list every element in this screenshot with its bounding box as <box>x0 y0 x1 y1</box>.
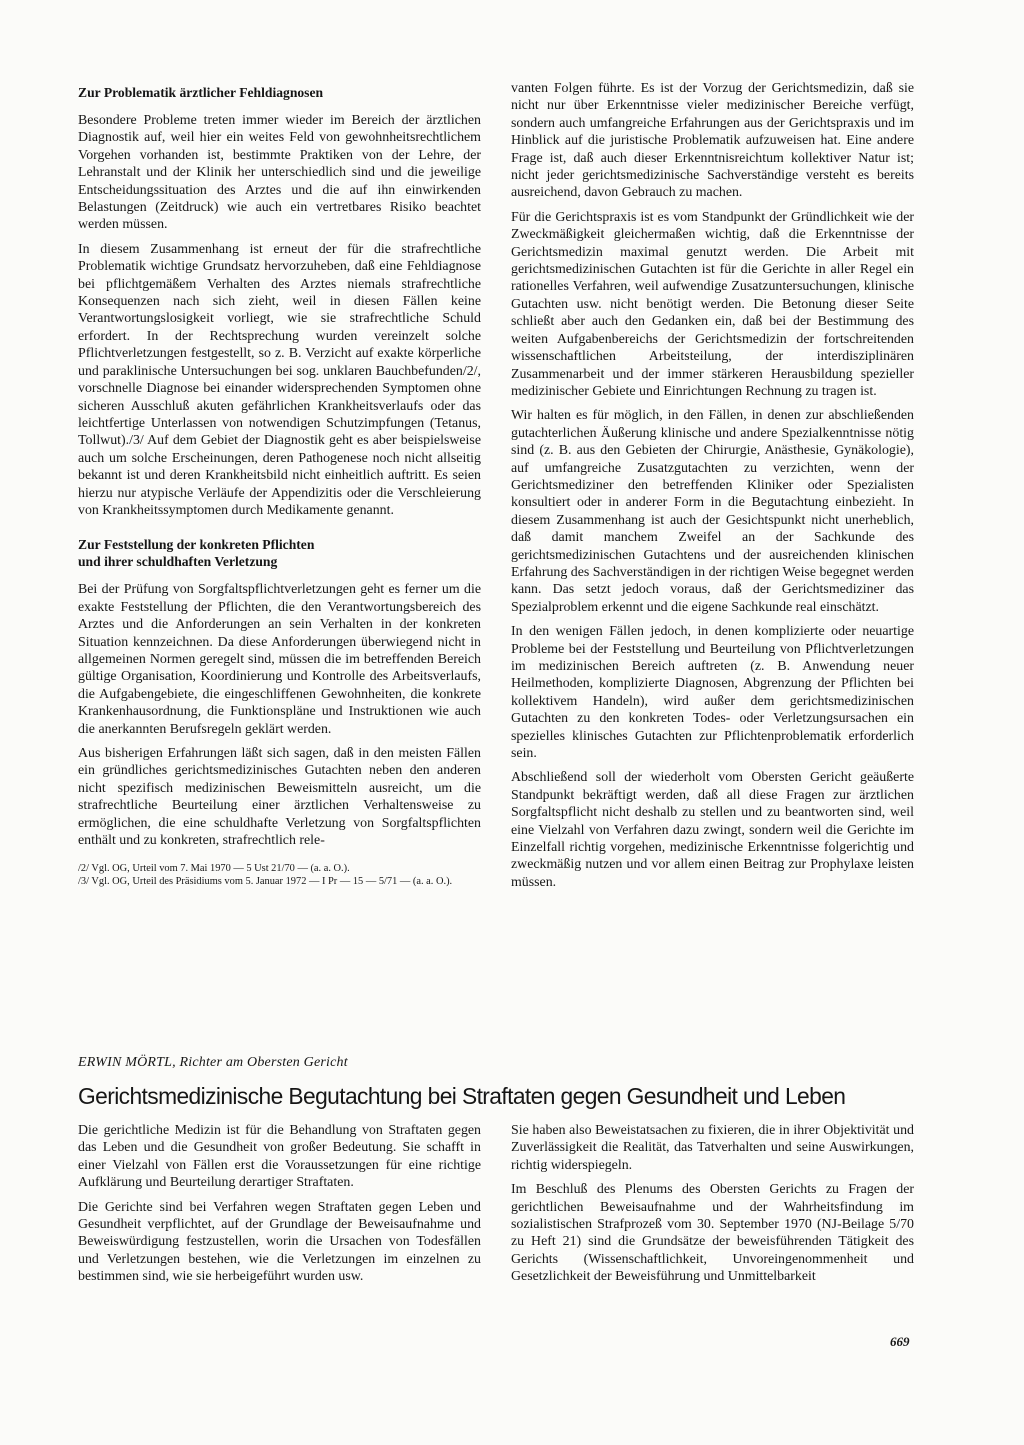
left-column <box>78 80 481 889</box>
article-title: Gerichtsmedizinische Begutachtung bei Straftaten gegen Gesundheit und Leben <box>78 1083 846 1109</box>
paragraph: Aus bisherigen Erfahrungen läßt sich sagen, daß in den meisten Fällen ein gründliches gerichtsmedizinisches Gutachten neben den anderen nicht spezifisch medizinischen Beweismitteln ausreicht, um die strafrechtliche Beurteilung einer ärztlichen Verhaltensweise zu ermöglichen, die eine schuldhafte Verletzung von Sorgfaltspflichten enthält und zu konkreten, strafrechtlich rele- <box>78 746 481 849</box>
footnotes <box>78 863 481 888</box>
paragraph: Im Beschluß des Plenums des Obersten Gerichts zu Fragen der gerichtlichen Beweisaufnahme und der Wahrheitsfindung im sozialistischen Strafprozeß vom 30. September 1970 (NJ-Beilage 5/70 zu Heft 21) sind die Grundsätze der beweisführenden Tätigkeit des Gerichts (Wissenschaftlichkeit, Unvoreingenommenheit und Gesetzlichkeit der Beweisführung und Unmittelbarkeit <box>511 1182 914 1285</box>
article-author: ERWIN MÖRTL, Richter am Obersten Gericht <box>78 1055 348 1070</box>
article-left-column <box>78 1122 481 1293</box>
section-heading-feststellung <box>78 536 481 570</box>
paragraph: Sie haben also Beweistatsachen zu fixieren, die in ihrer Objektivität und Zuverlässigkeit die Realität, das Tatverhalten und seine Auswirkungen, richtig widerspiegeln. <box>511 1123 914 1173</box>
paragraph: Für die Gerichtspraxis ist es vom Standpunkt der Gründlichkeit wie der Zweckmäßigkeit gleichermaßen wichtig, daß die Erkenntnisse der Gerichtsmedizin maximal genutzt werden. Die Arbeit mit gerichtsmedizinischen Gutachten ist für die Gerichte in aller Regel ein rationelles Verfahren, weil aufwendige Zusatzuntersuchungen, klinische Gutachten usw. nicht benötigt werden. Die Betonung dieser Seite schließt aber auch den Gedanken ein, daß bei der Bestimmung des weiten Aufgabenbereichs der Gerichtsmedizin der fortschreitenden wissenschaftlichen Arbeitsteilung, der interdisziplinären Zusammenarbeit und der immer stärkeren Herausbildung spezieller medizinischer Gebiete und Einrichtungen Rechnung zu tragen ist. <box>511 209 914 399</box>
paragraph: Bei der Prüfung von Sorgfaltspflichtverletzungen geht es ferner um die exakte Feststellung der Pflichten, die den Verantwortungsbereich des Arztes und die Anforderungen an sein Verhalten in der konkreten Situation kennzeichnen. Da diese Anforderungen überwiegend nicht in allgemeinen Normen geregelt sind, müssen die im betreffenden Bereich gültige Organisation, Koordinierung und Kontrolle des Arbeitsverlaufs, die Aufgabengebiete, die eingeschliffenen Gewohnheiten, die konkrete Krankenhausordnung, die Funktionspläne und Instruktionen wie auch die anerkannten Berufsregeln geklärt werden. <box>78 582 481 737</box>
paragraph: In den wenigen Fällen jedoch, in denen komplizierte oder neuartige Probleme bei der Feststellung und Beurteilung von Pflichtverletzungen im medizinischen Bereich auftreten (z. B. Anwendung neuer Heilmethoden, komplizierte Diagnosen, Abgrenzung der Pflichten bei kollektivem Handeln), wird außer dem gerichtsmedizinischen Gutachten zu den konkreten Todes- oder Verletzungsursachen ein spezielles klinisches Gutachten zur Pflichtenproblematik erforderlich sein. <box>511 624 914 762</box>
paragraph: Besondere Probleme treten immer wieder im Bereich der ärztlichen Diagnostik auf, weil hier ein weites Feld von gewohnheitsrechtlichem Vorgehen vorhanden ist, bestimmte Praktiken von der Lehre, der Lehranstalt und der Klinik her unterschiedlich sind und die jeweilige Entscheidungssituation des Arztes und die auf ihn einwirkenden Belastungen (Zeitdruck) wie auch ein vertretbares Risiko beachtet werden müssen. <box>78 113 481 233</box>
page-number: 669 <box>890 1334 910 1349</box>
section-heading-line: und ihrer schuldhaften Verletzung <box>78 554 278 570</box>
paragraph: vanten Folgen führte. Es ist der Vorzug der Gerichtsmedizin, daß sie nicht nur über Erkenntnisse vieler medizinischer Bereiche verfügt, sondern auch umfangreiche Erfahrungen aus der Gerichtspraxis und im Hinblick auf die juristische Problematik aufzuweisen hat. Eine andere Frage ist, daß auch dieser Erkenntnisreichtum kollektiver Natur ist; nicht jeder gerichtsmedizinische Sachverständige versteht es bereits ausreichend, davon Gebrauch zu machen. <box>511 81 914 201</box>
paragraph: Abschließend soll der wiederholt vom Obersten Gericht geäußerte Standpunkt bekräftigt werden, daß all diese Fragen zur ärztlichen Sorgfaltspflicht nicht deshalb zu stellen und zu beantworten sind, weil eine Vielzahl von Verfahren dazu zwingt, sondern weil die Gerichte im Einzelfall richtig vorgehen, medizinische Erkenntnisse folgerichtig und zweckmäßig nutzen und vor allem einen Beitrag zur Prophylaxe leisten müssen. <box>511 770 914 890</box>
paragraph: Wir halten es für möglich, in den Fällen, in denen zur abschließenden gutachterlichen Äußerung klinische und andere Spezialkenntnisse nötig sind (z. B. aus den Gebieten der Chirurgie, Anästhesie, Gynäkologie), auf umfangreiche Zusatzgutachten zu verzichten, wenn der Gerichtsmediziner den betreffenden Kliniker oder Spezialisten konsultiert oder in anderer Form in die Begutachtung einbezieht. In diesem Zusammenhang ist auch der Gesichtspunkt nicht unerheblich, daß damit manchem Zweifel an der Sachkunde des gerichtsmedizinischen Gutachtens und der ausreichenden klinischen Erfahrung des Sachverständigen in der richtigen Weise begegnet werden kann. Das setzt jedoch voraus, daß der Gerichtsmediziner das Spezialproblem erkennt und die eigene Sachkunde real einschätzt. <box>511 408 914 615</box>
paragraph: Die Gerichte sind bei Verfahren wegen Straftaten gegen Leben und Gesundheit verpflichtet, auf der Grundlage der Beweisaufnahme und Beweiswürdigung festzustellen, worin die Ursachen von Todesfällen und Verletzungen bestehen, wie die Verletzungen im einzelnen zu bestimmen sind, wie sie herbeigeführt wurden usw. <box>78 1199 481 1285</box>
footnote-3: /3/ Vgl. OG, Urteil des Präsidiums vom 5. Januar 1972 — I Pr — 15 — 5/71 — (a. a. O.). <box>78 876 453 888</box>
paragraph: In diesem Zusammenhang ist erneut der für die strafrechtliche Problematik wichtige Grundsatz hervorzuheben, daß eine Fehldiagnose bei pflichtgemäßem Verhalten des Arztes niemals strafrechtliche Konsequenzen nach sich zieht, weil in diesen Fällen keine Verantwortungslosigkeit vorliegt, wie sie strafrechtliche Schuld erfordert. In der Rechtsprechung wurden vereinzelt solche Pflichtverletzungen festgestellt, so z. B. Verzicht auf exakte körperliche und paraklinische Untersuchungen bei sog. unklaren Bauchbefunden/2/, vorschnelle Diagnose bei einander widersprechenden Symptomen ohne sicheren Ausschluß akuten gefährlichen Krankheitsverlaufs oder das leichtfertige Unterlassen von notwendigen Schutzimpfungen (Tetanus, Tollwut)./3/ Auf dem Gebiet der Diagnostik geht es aber beispielsweise auch um solche Erscheinungen, deren Pathogenese noch nicht allseitig bekannt ist und deren Krankheitsbild nicht einheitlich auftritt. Es seien hierzu nur atypische Verläufe der Appendizitis oder die Verschleierung von Krankheitssymptomen durch Medikamente genannt. <box>78 241 481 518</box>
section-heading-line: Zur Feststellung der konkreten Pflichten <box>78 537 315 553</box>
article-right-column <box>511 1122 914 1293</box>
right-column <box>511 80 914 898</box>
footnote-2: /2/ Vgl. OG, Urteil vom 7. Mai 1970 — 5 Ust 21/70 — (a. a. O.). <box>78 863 350 875</box>
paragraph: Die gerichtliche Medizin ist für die Behandlung von Straftaten gegen das Leben und die Gesundheit von großer Bedeutung. Sie schafft in einer Vielzahl von Fällen erst die Voraussetzungen für eine richtige Aufklärung und Beurteilung derartiger Straftaten. <box>78 1123 481 1191</box>
section-heading-fehldiagnosen: Zur Problematik ärztlicher Fehldiagnosen <box>78 85 324 100</box>
